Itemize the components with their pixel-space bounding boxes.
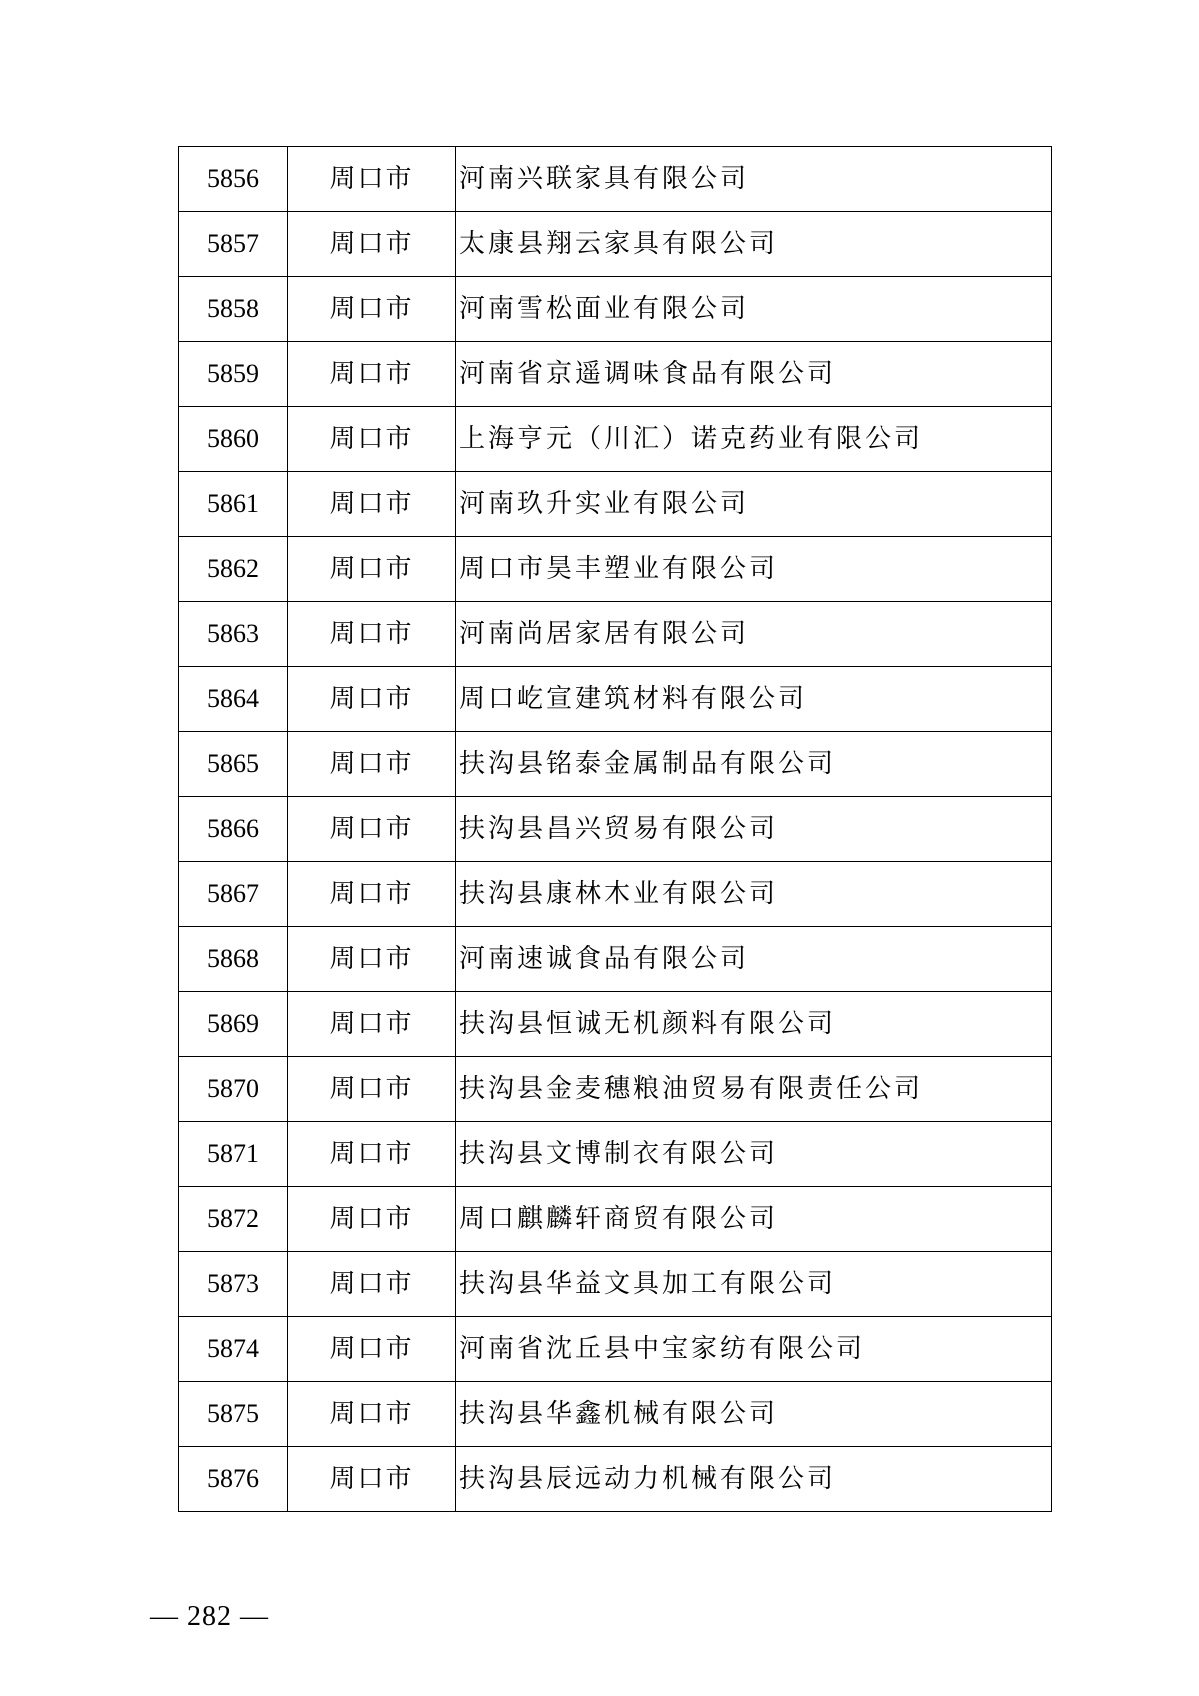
table-row — [179, 472, 1052, 537]
table-row — [179, 992, 1052, 1057]
table-row — [179, 1382, 1052, 1447]
row-city-cell: 周口市 — [288, 342, 456, 407]
table-row — [179, 797, 1052, 862]
row-number-cell: 5862 — [179, 537, 288, 602]
company-table — [178, 146, 1052, 1512]
row-city-cell: 周口市 — [288, 407, 456, 472]
row-company-name-cell: 周口麒麟轩商贸有限公司 — [456, 1187, 1052, 1252]
row-company-name-cell: 河南尚居家居有限公司 — [456, 602, 1052, 667]
row-company-name-cell: 太康县翔云家具有限公司 — [456, 212, 1052, 277]
table-row — [179, 342, 1052, 407]
row-number-cell: 5876 — [179, 1447, 288, 1512]
table-row — [179, 1447, 1052, 1512]
row-number-cell: 5867 — [179, 862, 288, 927]
row-city-cell: 周口市 — [288, 1122, 456, 1187]
row-number-cell: 5863 — [179, 602, 288, 667]
row-number-cell: 5871 — [179, 1122, 288, 1187]
row-city-cell: 周口市 — [288, 537, 456, 602]
row-company-name-cell: 扶沟县昌兴贸易有限公司 — [456, 797, 1052, 862]
table-row — [179, 862, 1052, 927]
row-company-name-cell: 河南省沈丘县中宝家纺有限公司 — [456, 1317, 1052, 1382]
row-city-cell: 周口市 — [288, 472, 456, 537]
row-company-name-cell: 扶沟县铭泰金属制品有限公司 — [456, 732, 1052, 797]
row-number-cell: 5861 — [179, 472, 288, 537]
row-city-cell: 周口市 — [288, 1447, 456, 1512]
table-row — [179, 602, 1052, 667]
row-number-cell: 5864 — [179, 667, 288, 732]
row-company-name-cell: 扶沟县文博制衣有限公司 — [456, 1122, 1052, 1187]
table-row — [179, 1317, 1052, 1382]
row-city-cell: 周口市 — [288, 1057, 456, 1122]
row-city-cell: 周口市 — [288, 602, 456, 667]
row-number-cell: 5872 — [179, 1187, 288, 1252]
row-number-cell: 5869 — [179, 992, 288, 1057]
row-number-cell: 5860 — [179, 407, 288, 472]
row-company-name-cell: 上海亨元（川汇）诺克药业有限公司 — [456, 407, 1052, 472]
row-company-name-cell: 河南速诚食品有限公司 — [456, 927, 1052, 992]
company-table-body — [179, 147, 1052, 1512]
row-number-cell: 5857 — [179, 212, 288, 277]
row-number-cell: 5865 — [179, 732, 288, 797]
row-number-cell: 5870 — [179, 1057, 288, 1122]
row-number-cell: 5856 — [179, 147, 288, 212]
table-row — [179, 1187, 1052, 1252]
row-city-cell: 周口市 — [288, 1382, 456, 1447]
table-row — [179, 212, 1052, 277]
table-row — [179, 732, 1052, 797]
row-company-name-cell: 扶沟县华益文具加工有限公司 — [456, 1252, 1052, 1317]
row-company-name-cell: 河南省京遥调味食品有限公司 — [456, 342, 1052, 407]
table-row — [179, 1122, 1052, 1187]
table-row — [179, 537, 1052, 602]
row-company-name-cell: 河南兴联家具有限公司 — [456, 147, 1052, 212]
row-city-cell: 周口市 — [288, 1317, 456, 1382]
row-number-cell: 5866 — [179, 797, 288, 862]
row-city-cell: 周口市 — [288, 732, 456, 797]
row-company-name-cell: 扶沟县华鑫机械有限公司 — [456, 1382, 1052, 1447]
row-company-name-cell: 河南雪松面业有限公司 — [456, 277, 1052, 342]
row-number-cell: 5875 — [179, 1382, 288, 1447]
row-city-cell: 周口市 — [288, 1252, 456, 1317]
row-city-cell: 周口市 — [288, 797, 456, 862]
row-company-name-cell: 周口市昊丰塑业有限公司 — [456, 537, 1052, 602]
table-row — [179, 147, 1052, 212]
row-city-cell: 周口市 — [288, 862, 456, 927]
row-company-name-cell: 扶沟县辰远动力机械有限公司 — [456, 1447, 1052, 1512]
row-company-name-cell: 扶沟县金麦穗粮油贸易有限责任公司 — [456, 1057, 1052, 1122]
row-number-cell: 5859 — [179, 342, 288, 407]
row-number-cell: 5858 — [179, 277, 288, 342]
table-row — [179, 1252, 1052, 1317]
row-city-cell: 周口市 — [288, 1187, 456, 1252]
row-number-cell: 5874 — [179, 1317, 288, 1382]
row-city-cell: 周口市 — [288, 992, 456, 1057]
row-city-cell: 周口市 — [288, 927, 456, 992]
page-number: — 282 — — [150, 1601, 269, 1632]
table-row — [179, 667, 1052, 732]
row-number-cell: 5873 — [179, 1252, 288, 1317]
row-company-name-cell: 扶沟县恒诚无机颜料有限公司 — [456, 992, 1052, 1057]
row-city-cell: 周口市 — [288, 212, 456, 277]
table-row — [179, 1057, 1052, 1122]
row-company-name-cell: 扶沟县康林木业有限公司 — [456, 862, 1052, 927]
table-row — [179, 407, 1052, 472]
table-row — [179, 277, 1052, 342]
row-company-name-cell: 周口屹宣建筑材料有限公司 — [456, 667, 1052, 732]
row-company-name-cell: 河南玖升实业有限公司 — [456, 472, 1052, 537]
table-row — [179, 927, 1052, 992]
row-city-cell: 周口市 — [288, 147, 456, 212]
row-number-cell: 5868 — [179, 927, 288, 992]
row-city-cell: 周口市 — [288, 277, 456, 342]
row-city-cell: 周口市 — [288, 667, 456, 732]
